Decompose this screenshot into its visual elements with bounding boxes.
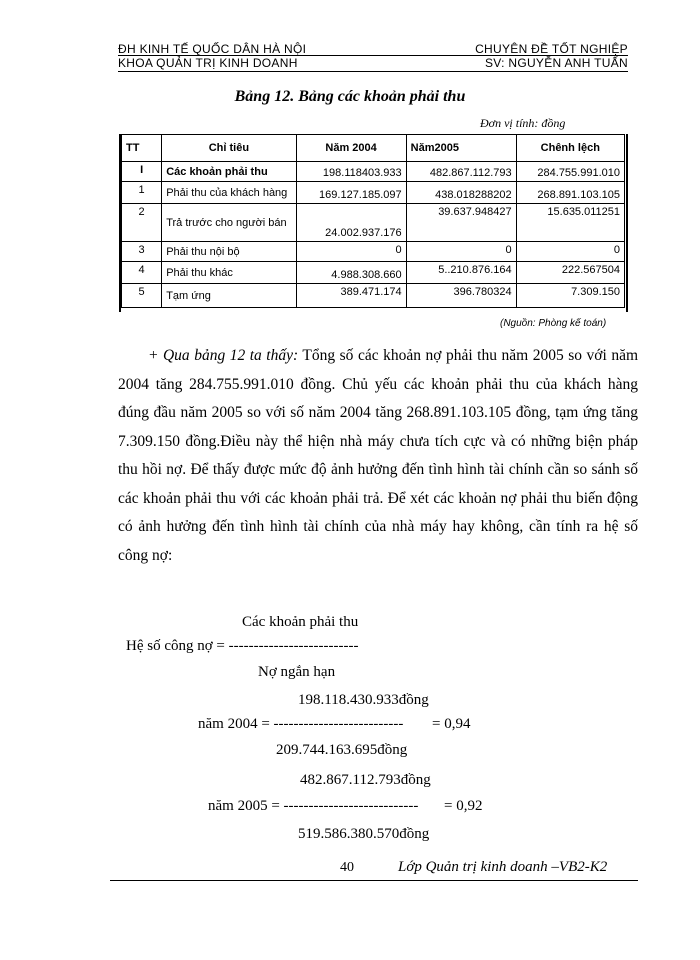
row-item: Phải thu khác bbox=[162, 262, 296, 284]
table-title: Bảng 12. Bảng các khoản phải thu bbox=[234, 88, 466, 105]
row-tt: 3 bbox=[122, 242, 162, 262]
receivables-table bbox=[121, 134, 625, 308]
col-2004: Năm 2004 bbox=[296, 135, 406, 162]
col-item: Chỉ tiêu bbox=[162, 135, 296, 162]
row-tt: 5 bbox=[122, 284, 162, 308]
header-thesis: CHUYÊN ĐỀ TỐT NGHIỆP bbox=[475, 42, 628, 56]
row-diff: 284.755.991.010 bbox=[516, 162, 624, 182]
footer-divider bbox=[110, 880, 638, 881]
header-faculty: KHOA QUẢN TRỊ KINH DOANH bbox=[118, 56, 298, 70]
table-frame-left bbox=[119, 134, 121, 312]
calc2004-lhs: năm 2004 = -------------------------- bbox=[198, 716, 404, 732]
row-diff: 15.635.011251 bbox=[516, 204, 624, 242]
formula-denominator: Nợ ngắn hạn bbox=[258, 664, 336, 680]
header-student: SV: NGUYỄN ANH TUẤN bbox=[484, 56, 628, 70]
row-diff: 268.891.103.105 bbox=[516, 182, 624, 204]
table-row bbox=[122, 242, 625, 262]
row-item: Phải thu của khách hàng bbox=[162, 182, 296, 204]
row-item: Tạm ứng bbox=[162, 284, 296, 308]
table-row bbox=[122, 262, 625, 284]
row-tt: I bbox=[122, 162, 162, 182]
calc2005-result: = 0,92 bbox=[444, 798, 483, 814]
table-header-row bbox=[122, 135, 625, 162]
unit-label: Đơn vị tính: đồng bbox=[480, 116, 566, 130]
header-divider-bottom bbox=[118, 71, 628, 72]
formula-numerator: Các khoản phải thu bbox=[242, 614, 359, 630]
analysis-paragraph bbox=[118, 342, 638, 570]
col-tt: TT bbox=[122, 135, 162, 162]
row-2005: 39.637.948427 bbox=[406, 204, 516, 242]
table-frame-right bbox=[626, 134, 628, 312]
row-item: Trả trước cho người bán bbox=[162, 204, 296, 242]
header-divider bbox=[118, 55, 628, 56]
footer-class: Lớp Quản trị kinh doanh –VB2-K2 bbox=[398, 859, 608, 875]
calc2005-lhs: năm 2005 = --------------------------- bbox=[208, 798, 419, 814]
row-diff: 222.567504 bbox=[516, 262, 624, 284]
row-tt: 4 bbox=[122, 262, 162, 284]
calc2005-denominator: 519.586.380.570đồng bbox=[298, 826, 430, 842]
row-item: Phải thu nội bộ bbox=[162, 242, 296, 262]
row-item: Các khoản phải thu bbox=[162, 162, 296, 182]
paragraph-body: Tổng số các khoản nợ phải thu năm 2005 so với năm 2004 tăng 284.755.991.010 đồng. Chủ yếu các khoản phải thu của khách hàng đúng đầu năm 2005 so với số năm 2004 tăng 268.891.103.105 đồng, tạm ứng tăng 7.309.150 đồng.Điều này thể hiện nhà máy chưa tích cực và có những biện pháp thu hồi nợ. Để thấy được mức độ ảnh hưởng đến tình hình tài chính cần so sánh số các khoản phải thu với các khoản phải trả. Để xét các khoản nợ phải thu biến động có ảnh hưởng đến tình hình tài chính của nhà máy hay không, cần tính ra hệ số công nợ: bbox=[118, 347, 638, 564]
table-row bbox=[122, 182, 625, 204]
row-tt: 1 bbox=[122, 182, 162, 204]
row-2004: 169.127.185.097 bbox=[296, 182, 406, 204]
table-row bbox=[122, 284, 625, 308]
row-2005: 438.018288202 bbox=[406, 182, 516, 204]
table-row bbox=[122, 204, 625, 242]
calc2004-denominator: 209.744.163.695đồng bbox=[276, 742, 408, 758]
row-2005: 396.780324 bbox=[406, 284, 516, 308]
paragraph-lead: + Qua bảng 12 ta thấy: bbox=[148, 347, 299, 364]
calc2004-numerator: 198.118.430.933đồng bbox=[298, 692, 429, 708]
formula-lhs: Hệ số công nợ = -------------------------- bbox=[126, 638, 359, 654]
calc2005-numerator: 482.867.112.793đồng bbox=[300, 772, 431, 788]
row-2004: 389.471.174 bbox=[296, 284, 406, 308]
header-school: ĐH KINH TẾ QUỐC DÂN HÀ NỘI bbox=[118, 42, 307, 56]
calc2004-result: = 0,94 bbox=[432, 716, 471, 732]
row-2004: 0 bbox=[296, 242, 406, 262]
col-2005: Năm2005 bbox=[406, 135, 516, 162]
row-diff: 7.309.150 bbox=[516, 284, 624, 308]
row-tt: 2 bbox=[122, 204, 162, 242]
row-2004: 198.118403.933 bbox=[296, 162, 406, 182]
col-diff: Chênh lệch bbox=[516, 135, 624, 162]
row-2005: 482.867.112.793 bbox=[406, 162, 516, 182]
page-number: 40 bbox=[340, 860, 354, 875]
row-2004: 24.002.937.176 bbox=[296, 204, 406, 242]
row-2004: 4.988.308.660 bbox=[296, 262, 406, 284]
source-note: (Nguồn: Phòng kế toán) bbox=[500, 318, 607, 329]
row-diff: 0 bbox=[516, 242, 624, 262]
table-row bbox=[122, 162, 625, 182]
row-2005: 0 bbox=[406, 242, 516, 262]
row-2005: 5..210.876.164 bbox=[406, 262, 516, 284]
